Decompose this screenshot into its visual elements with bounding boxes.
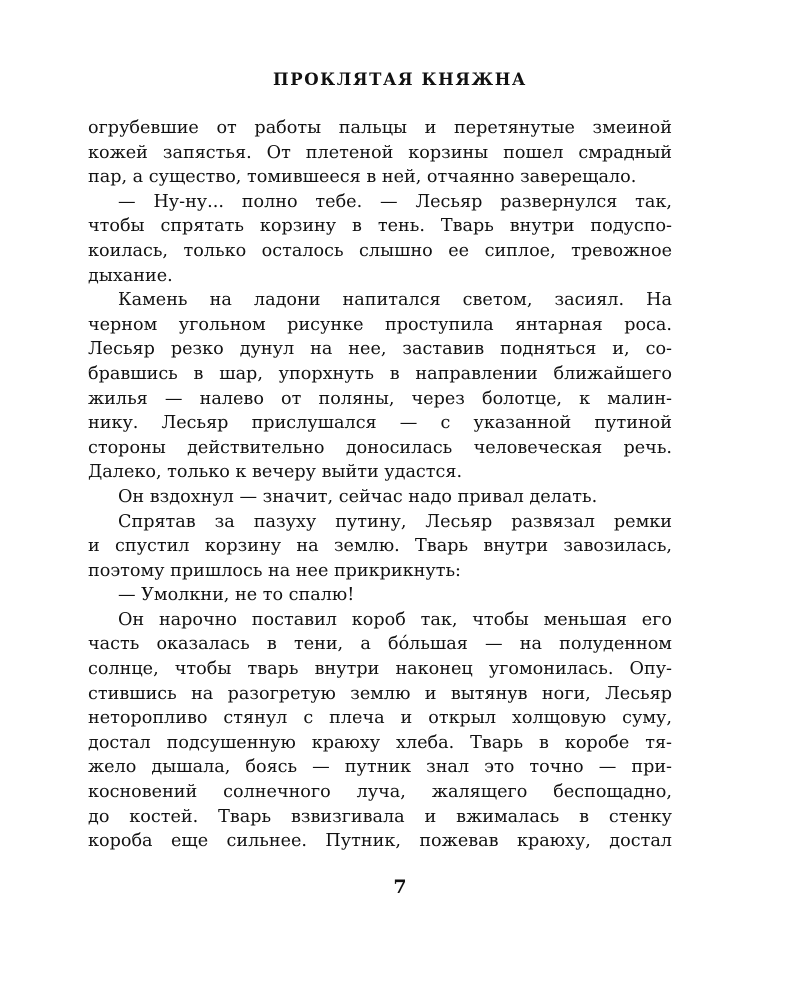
- text-line: чтобы спрятать корзину в тень. Тварь внутри подуспо-: [88, 216, 672, 237]
- text-line: жело дышала, боясь — путник знал это точно — при-: [88, 757, 672, 778]
- text-line: черном угольном рисунке проступила янтарная роса.: [88, 314, 672, 335]
- text-line: стороны действительно доносилась человеческая речь.: [88, 437, 672, 458]
- text-line: бравшись в шар, упорхнуть в направлении ближайшего: [88, 363, 672, 384]
- text-line: дыхание.: [88, 265, 173, 286]
- text-line: Он нарочно поставил короб так, чтобы меньшая его: [118, 609, 672, 630]
- text-line: огрубевшие от работы пальцы и перетянутые змеиной: [88, 118, 672, 138]
- text-line: поэтому пришлось на нее прикрикнуть:: [88, 560, 461, 581]
- text-line: пар, а существо, томившееся в ней, отчаянно заверещало.: [88, 167, 637, 188]
- page-number: 7: [393, 876, 407, 898]
- text-line: до костей. Тварь взвизгивала и вжималась в стенку: [88, 806, 672, 827]
- text-line: нику. Лесьяр прислушался — с указанной путиной: [88, 413, 672, 434]
- text-line: коилась, только осталось слышно ее сиплое, тревожное: [88, 240, 672, 261]
- body-text: [88, 116, 672, 854]
- text-line: Лесьяр резко дунул на нее, заставив подняться и, со-: [88, 339, 672, 360]
- text-line: неторопливо стянул с плеча и открыл холщовую суму,: [88, 708, 672, 729]
- text-line: короба еще сильнее. Путник, пожевав краюху, достал: [88, 831, 672, 852]
- text-line: кожей запястья. От плетеной корзины пошел смрадный: [88, 142, 672, 163]
- text-line: жилья — налево от поляны, через болотце, к малин-: [88, 388, 672, 409]
- text-line: солнце, чтобы тварь внутри наконец угомонилась. Опу-: [88, 659, 672, 680]
- running-header: ПРОКЛЯТАЯ КНЯЖНА: [273, 70, 527, 89]
- text-line: Далеко, только к вечеру выйти удастся.: [88, 462, 463, 483]
- text-line: достал подсушенную краюху хлеба. Тварь в коробе тя-: [88, 732, 672, 753]
- text-line: стившись на разогретую землю и вытянув ноги, Лесьяр: [88, 683, 672, 704]
- text-line: Спрятав за пазуху путину, Лесьяр развязал ремки: [118, 511, 672, 532]
- text-line: часть оказалась в тени, а бóльшая — на полуденном: [88, 634, 672, 655]
- text-line: Он вздохнул — значит, сейчас надо привал делать.: [118, 486, 598, 507]
- text-line: косновений солнечного луча, жалящего беспощадно,: [88, 782, 672, 803]
- text-line: и спустил корзину на землю. Тварь внутри завозилась,: [88, 536, 672, 557]
- text-line: — Ну-ну... полно тебе. — Лесьяр развернулся так,: [118, 191, 672, 212]
- text-line: — Умолкни, не то спалю!: [118, 585, 355, 606]
- text-line: Камень на ладони напитался светом, засиял. На: [118, 290, 672, 311]
